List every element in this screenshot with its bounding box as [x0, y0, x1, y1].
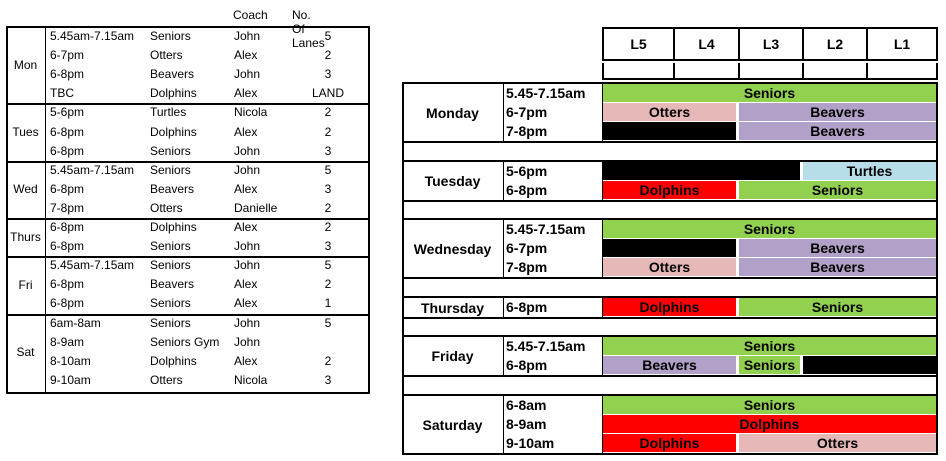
session-time: 6-8pm — [506, 182, 548, 198]
session-group: Beavers — [150, 277, 195, 292]
lane-booking-label: Dolphins — [639, 182, 700, 198]
session-coach: Danielle — [234, 200, 278, 215]
session-lanes: 2 — [324, 220, 332, 234]
day-name: Thursday — [420, 299, 484, 316]
session-time: 6-8pm — [506, 357, 548, 373]
lane-booking-label: Otters — [648, 104, 691, 120]
session-group: Seniors — [150, 143, 191, 158]
session-lanes: 5 — [324, 162, 332, 177]
session-group: Dolphins — [150, 353, 197, 368]
session-group: Otters — [150, 372, 183, 387]
lane-booking — [739, 122, 936, 140]
lane-header-l1: L1 — [866, 27, 938, 61]
lanes-column-header: No. Of Lanes — [292, 8, 325, 50]
lane-header-spacer — [802, 63, 868, 80]
session-time: 6am-8am — [50, 315, 101, 330]
session-lanes: 3 — [324, 143, 332, 158]
day-column-divider — [503, 394, 504, 455]
lane-booking-label: Beavers — [810, 240, 865, 256]
session-time: 6-7pm — [506, 240, 548, 256]
session-coach: John — [234, 67, 261, 82]
lane-booking — [603, 337, 936, 355]
lane-booking-label: Dolphins — [639, 299, 700, 315]
session-lanes: 3 — [324, 67, 332, 82]
session-time: 5.45-7.15am — [506, 85, 586, 101]
session-lanes: 5 — [324, 258, 332, 273]
lane-booking — [603, 162, 800, 180]
lane-booking — [739, 356, 800, 374]
session-group: Seniors — [150, 162, 191, 177]
lane-booking-label: Beavers — [810, 123, 865, 139]
session-time: 6-8pm — [506, 299, 548, 315]
lane-booking — [603, 258, 736, 276]
session-coach: Alex — [234, 277, 258, 292]
day-column-divider — [503, 296, 504, 319]
lane-booking — [739, 239, 936, 257]
session-time: 7-8pm — [506, 123, 548, 139]
session-time: 5.45-7.15am — [506, 338, 586, 354]
lane-booking-label: Seniors — [811, 299, 864, 315]
session-coach: Alex — [234, 353, 258, 368]
lane-header-l4: L4 — [673, 27, 740, 61]
session-lanes: 2 — [324, 124, 332, 139]
lane-booking — [803, 162, 936, 180]
session-time: 8-9am — [50, 334, 85, 349]
session-group: Seniors — [150, 296, 191, 311]
session-group: Dolphins — [150, 86, 197, 101]
session-time: 5.45am-7.15am — [50, 29, 135, 43]
lane-header-l5: L5 — [602, 27, 675, 61]
session-coach: Alex — [234, 220, 258, 234]
lane-booking-label: Dolphins — [739, 416, 800, 432]
session-time: 6-8pm — [50, 181, 85, 196]
session-time: 7-8pm — [50, 200, 85, 215]
day-name: Wednesday — [413, 240, 492, 257]
session-group: Otters — [150, 48, 183, 63]
session-group: Seniors — [150, 239, 191, 254]
lane-header-spacer — [673, 63, 740, 80]
session-coach: Alex — [234, 86, 258, 101]
session-coach: John — [234, 143, 261, 158]
lane-booking — [603, 356, 736, 374]
session-coach: Alex — [234, 48, 258, 63]
day-name: Friday — [431, 348, 474, 364]
lane-booking — [603, 298, 736, 316]
day-column-divider — [503, 82, 504, 143]
lane-booking — [603, 84, 936, 102]
session-group: Beavers — [150, 67, 195, 82]
lane-header-spacer — [866, 63, 938, 80]
session-coach: Alex — [234, 124, 258, 139]
lane-booking-label: Dolphins — [639, 435, 700, 451]
day-spacer-row — [402, 202, 938, 218]
session-time: 5.45-7.15am — [506, 221, 586, 237]
day-label: Thurs — [10, 230, 41, 245]
day-label: Sat — [16, 344, 35, 359]
lane-booking-label: Otters — [648, 259, 691, 275]
lane-booking — [603, 103, 736, 121]
session-lanes: 5 — [324, 29, 332, 43]
lane-booking — [603, 415, 936, 433]
lane-header-l3: L3 — [738, 27, 804, 61]
day-column-divider — [503, 335, 504, 377]
day-name: Tuesday — [424, 173, 481, 189]
lane-booking-label: Seniors — [743, 85, 796, 101]
session-time: 6-8pm — [50, 67, 85, 82]
session-lanes: 2 — [324, 200, 332, 215]
session-group: Seniors — [150, 315, 191, 330]
session-time: 6-8pm — [50, 239, 85, 254]
session-time: 5-6pm — [506, 163, 548, 179]
session-coach: John — [234, 258, 261, 273]
day-name: Monday — [426, 104, 479, 121]
session-coach: John — [234, 239, 261, 254]
lane-booking-label: Otters — [816, 435, 859, 451]
session-lanes: 2 — [324, 277, 332, 292]
lane-booking-label: Seniors — [743, 221, 796, 237]
session-lanes: 5 — [324, 315, 332, 330]
lane-booking-label: Beavers — [642, 357, 697, 373]
day-label: Tues — [12, 125, 39, 140]
session-time: 5.45am-7.15am — [50, 162, 135, 177]
session-time: 9-10am — [506, 435, 555, 451]
session-time: 5.45am-7.15am — [50, 258, 135, 273]
day-label: Mon — [13, 58, 38, 73]
lane-booking — [603, 434, 736, 452]
session-group: Otters — [150, 200, 183, 215]
lane-booking-label: Seniors — [743, 338, 796, 354]
session-coach: Nicola — [234, 105, 268, 120]
session-time: 5-6pm — [50, 105, 85, 120]
session-time: 9-10am — [50, 372, 91, 387]
session-lanes: 1 — [324, 296, 332, 311]
lane-booking — [739, 181, 936, 199]
lane-booking-label: Turtles — [846, 163, 893, 179]
lane-booking-label: Seniors — [743, 357, 796, 373]
session-group: Seniors Gym — [150, 334, 220, 349]
day-spacer-row — [402, 377, 938, 394]
day-spacer-row — [402, 319, 938, 335]
day-label: Wed — [13, 182, 38, 197]
coach-column-header: Coach — [233, 8, 268, 22]
day-column-divider — [503, 218, 504, 279]
session-time: 6-7pm — [50, 48, 85, 63]
session-group: Seniors — [150, 29, 191, 43]
session-coach: John — [234, 162, 261, 177]
session-time: 6-8pm — [50, 220, 85, 234]
session-time: 6-8pm — [50, 143, 85, 158]
lane-booking — [803, 356, 936, 374]
day-name: Saturday — [422, 416, 483, 433]
session-group: Dolphins — [150, 220, 197, 234]
session-lanes: 3 — [324, 372, 332, 387]
lane-booking — [603, 220, 936, 238]
session-time: 6-7pm — [506, 104, 548, 120]
session-time: 6-8am — [506, 397, 547, 413]
session-group: Turtles — [150, 105, 187, 120]
session-coach: Alex — [234, 181, 258, 196]
session-time: 8-9am — [506, 416, 547, 432]
session-time: TBC — [50, 86, 74, 101]
session-time: 6-8pm — [50, 277, 85, 292]
lane-booking-label: Seniors — [811, 182, 864, 198]
session-time: 8-10am — [50, 353, 91, 368]
lane-header-spacer — [602, 63, 675, 80]
lane-booking — [603, 181, 736, 199]
day-column-divider — [45, 26, 46, 394]
lane-booking — [739, 258, 936, 276]
lane-booking — [603, 396, 936, 414]
lane-booking — [739, 298, 936, 316]
lane-booking-label: Beavers — [810, 104, 865, 120]
day-column-divider — [503, 160, 504, 202]
session-time: 6-8pm — [50, 124, 85, 139]
session-time: 6-8pm — [50, 296, 85, 311]
session-group: Beavers — [150, 181, 195, 196]
session-coach: Nicola — [234, 372, 268, 387]
lane-booking-label: Beavers — [810, 259, 865, 275]
lane-header-l2: L2 — [802, 27, 868, 61]
day-spacer-row — [402, 143, 938, 160]
session-group: Seniors — [150, 258, 191, 273]
session-coach: John — [234, 334, 261, 349]
lane-booking — [739, 434, 936, 452]
lane-booking — [603, 122, 736, 140]
lane-header-spacer — [738, 63, 804, 80]
session-coach: John — [234, 315, 261, 330]
session-time: 7-8pm — [506, 259, 548, 275]
session-lanes: 2 — [324, 48, 332, 63]
lane-booking — [739, 103, 936, 121]
session-lanes: 3 — [324, 239, 332, 254]
session-lanes: 2 — [324, 105, 332, 120]
session-lanes: LAND — [311, 86, 344, 101]
lane-booking — [603, 239, 736, 257]
session-lanes: 2 — [324, 353, 332, 368]
day-label: Fri — [18, 277, 33, 292]
day-spacer-row — [402, 279, 938, 296]
session-group: Dolphins — [150, 124, 197, 139]
session-coach: Alex — [234, 296, 258, 311]
lane-booking-label: Seniors — [743, 397, 796, 413]
session-lanes: 3 — [324, 181, 332, 196]
session-coach: John — [234, 29, 261, 43]
